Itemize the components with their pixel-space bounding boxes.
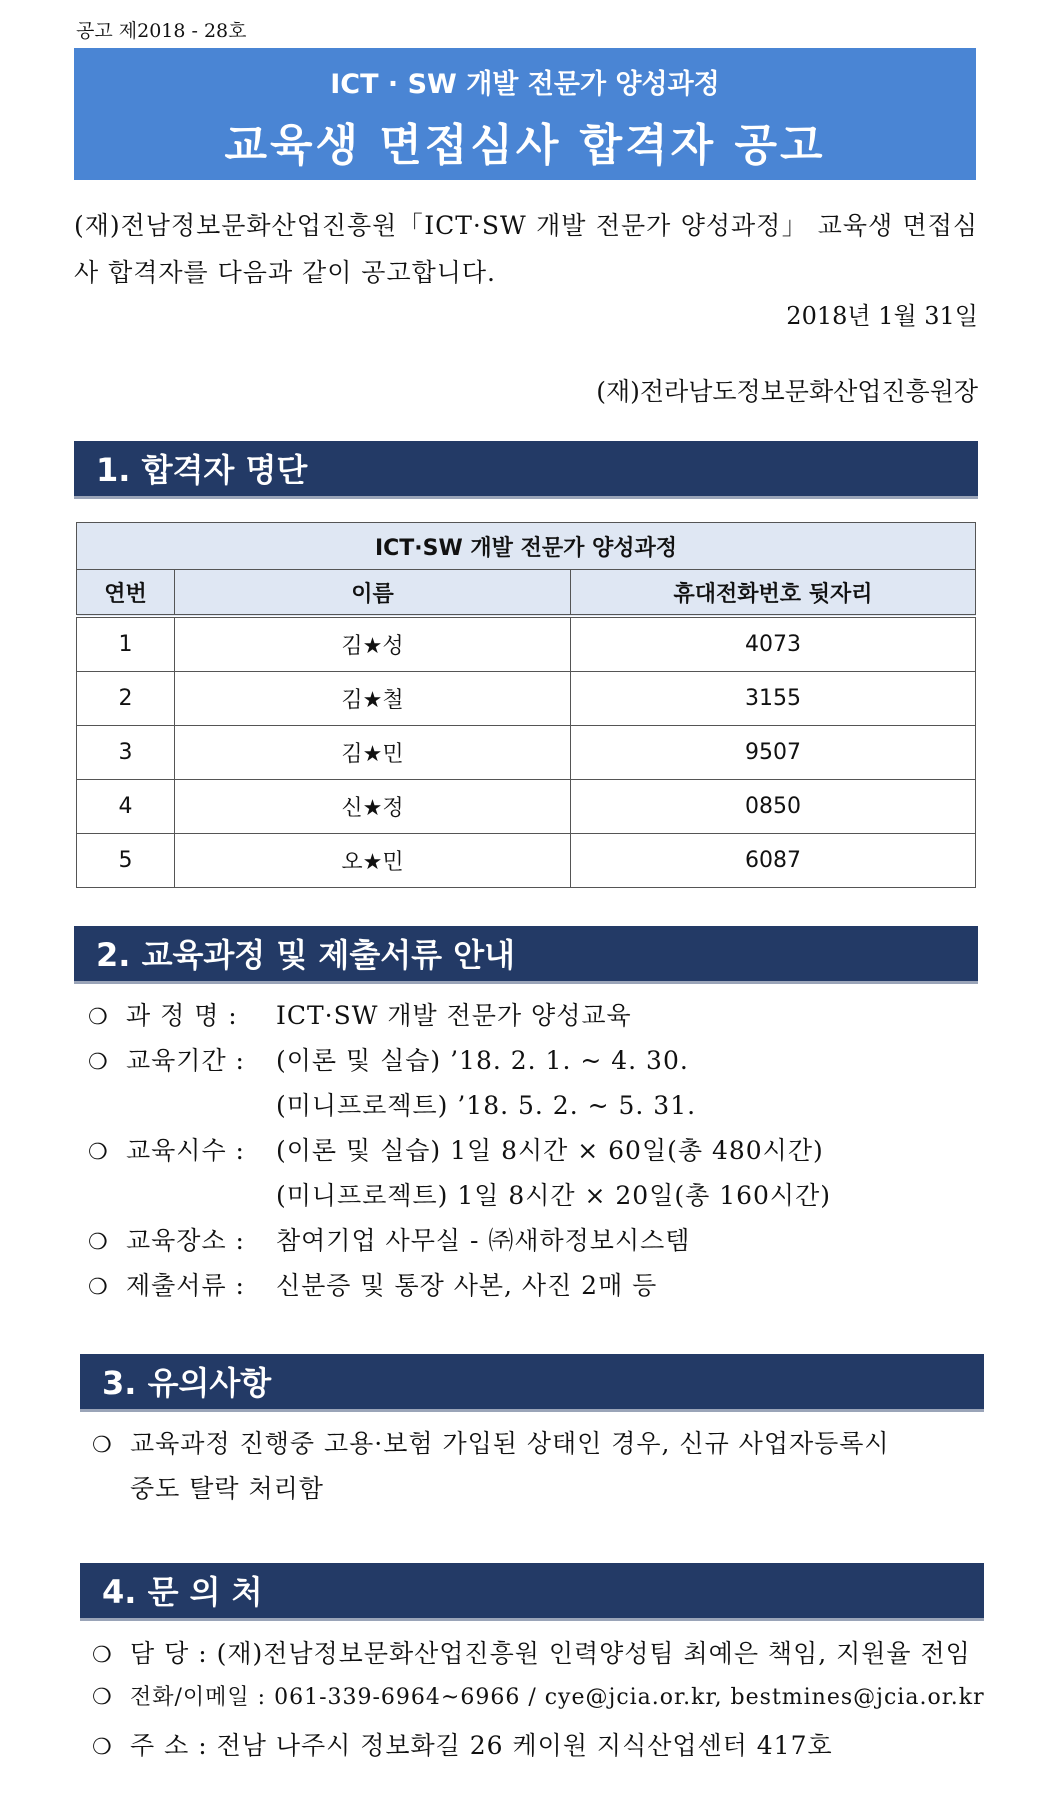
notice-number: 공고 제2018 - 28호	[76, 20, 247, 42]
note-text-line-1: 교육과정 진행중 고용·보험 가입된 상태인 경우, 신규 사업자등록시	[130, 1429, 890, 1458]
table-row	[77, 726, 976, 780]
item-value: ICT·SW 개발 전문가 양성교육	[276, 1001, 632, 1030]
column-header-phone: 휴대전화번호 뒷자리	[571, 570, 976, 617]
row-name: 신★정	[175, 780, 571, 834]
table-caption: ICT·SW 개발 전문가 양성과정	[77, 523, 976, 570]
contact-label: 전화/이메일 :	[130, 1685, 267, 1710]
item-value: (이론 및 실습) ’18. 2. 1. ~ 4. 30.	[276, 1046, 689, 1075]
contact-label: 주 소 :	[130, 1731, 208, 1760]
bullet-circle-icon: ❍	[88, 1275, 109, 1300]
bullet-circle-icon: ❍	[92, 1735, 113, 1760]
list-item	[92, 1424, 890, 1460]
row-phone: 0850	[571, 780, 976, 834]
row-number: 5	[77, 834, 175, 888]
bullet-circle-icon: ❍	[88, 1140, 109, 1165]
row-phone: 3155	[571, 672, 976, 726]
announcement-date: 2018년 1월 31일	[786, 302, 978, 330]
column-header-number: 연번	[77, 570, 175, 617]
item-value: (이론 및 실습) 1일 8시간 × 60일(총 480시간)	[276, 1136, 824, 1165]
list-item	[88, 1221, 245, 1257]
item-label: 교육시수 :	[126, 1136, 245, 1165]
row-phone: 4073	[571, 616, 976, 672]
row-name: 오★민	[175, 834, 571, 888]
table-row	[77, 780, 976, 834]
title-line-2: 교육생 면접심사 합격자 공고	[224, 120, 826, 171]
bullet-circle-icon: ❍	[88, 1050, 109, 1075]
row-name: 김★민	[175, 726, 571, 780]
list-item	[88, 1041, 245, 1077]
list-item	[88, 1131, 245, 1167]
intro-paragraph: (재)전남정보문화산업진흥원「ICT·SW 개발 전문가 양성과정」 교육생 면접심사 합격자를 다음과 같이 공고합니다.	[74, 211, 978, 287]
title-line-1: ICT · SW 개발 전문가 양성과정	[330, 69, 720, 100]
row-number: 2	[77, 672, 175, 726]
table-row	[77, 616, 976, 672]
item-label: 과 정 명 :	[126, 1001, 238, 1030]
item-value: 참여기업 사무실 - ㈜새하정보시스템	[276, 1226, 691, 1255]
bullet-circle-icon: ❍	[92, 1433, 113, 1458]
row-number: 1	[77, 616, 175, 672]
bullet-circle-icon: ❍	[92, 1685, 113, 1710]
title-banner	[74, 48, 976, 180]
contact-value: 061-339-6964~6966 / cye@jcia.or.kr, bestmines@jcia.or.kr	[274, 1685, 985, 1710]
table-row	[77, 834, 976, 888]
row-name: 김★성	[175, 616, 571, 672]
item-label: 제출서류 :	[126, 1271, 245, 1300]
item-value: (미니프로젝트) 1일 8시간 × 20일(총 160시간)	[276, 1181, 831, 1210]
row-phone: 9507	[571, 726, 976, 780]
passer-table	[76, 522, 976, 888]
list-item	[92, 1634, 971, 1670]
list-item	[92, 1726, 833, 1762]
course-info-list	[88, 996, 988, 1316]
notes-list	[92, 1424, 992, 1544]
issuer-name: (재)전라남도정보문화산업진흥원장	[596, 377, 978, 406]
list-item	[92, 1680, 985, 1711]
item-value: 신분증 및 통장 사본, 사진 2매 등	[276, 1271, 658, 1300]
section-header-passers: 1. 합격자 명단	[74, 441, 978, 499]
section-header-notes: 3. 유의사항	[80, 1354, 984, 1412]
contact-value: (재)전남정보문화산업진흥원 인력양성팀 최예은 책임, 지원율 전임	[216, 1639, 971, 1668]
row-number: 4	[77, 780, 175, 834]
contact-label: 담 당 :	[130, 1639, 208, 1668]
contact-value: 전남 나주시 정보화길 26 케이원 지식산업센터 417호	[216, 1731, 833, 1760]
contact-list	[92, 1634, 1002, 1784]
table-row	[77, 672, 976, 726]
item-label: 교육장소 :	[126, 1226, 245, 1255]
bullet-circle-icon: ❍	[88, 1005, 109, 1030]
list-item	[88, 1266, 245, 1302]
section-header-contact: 4. 문 의 처	[80, 1563, 984, 1621]
row-name: 김★철	[175, 672, 571, 726]
column-header-name: 이름	[175, 570, 571, 617]
item-label: 교육기간 :	[126, 1046, 245, 1075]
bullet-circle-icon: ❍	[88, 1230, 109, 1255]
bullet-circle-icon: ❍	[92, 1643, 113, 1668]
item-value: (미니프로젝트) ’18. 5. 2. ~ 5. 31.	[276, 1091, 697, 1120]
section-header-course: 2. 교육과정 및 제출서류 안내	[74, 926, 978, 984]
list-item	[88, 996, 238, 1032]
note-text-line-2: 중도 탈락 처리함	[130, 1474, 324, 1503]
row-number: 3	[77, 726, 175, 780]
row-phone: 6087	[571, 834, 976, 888]
